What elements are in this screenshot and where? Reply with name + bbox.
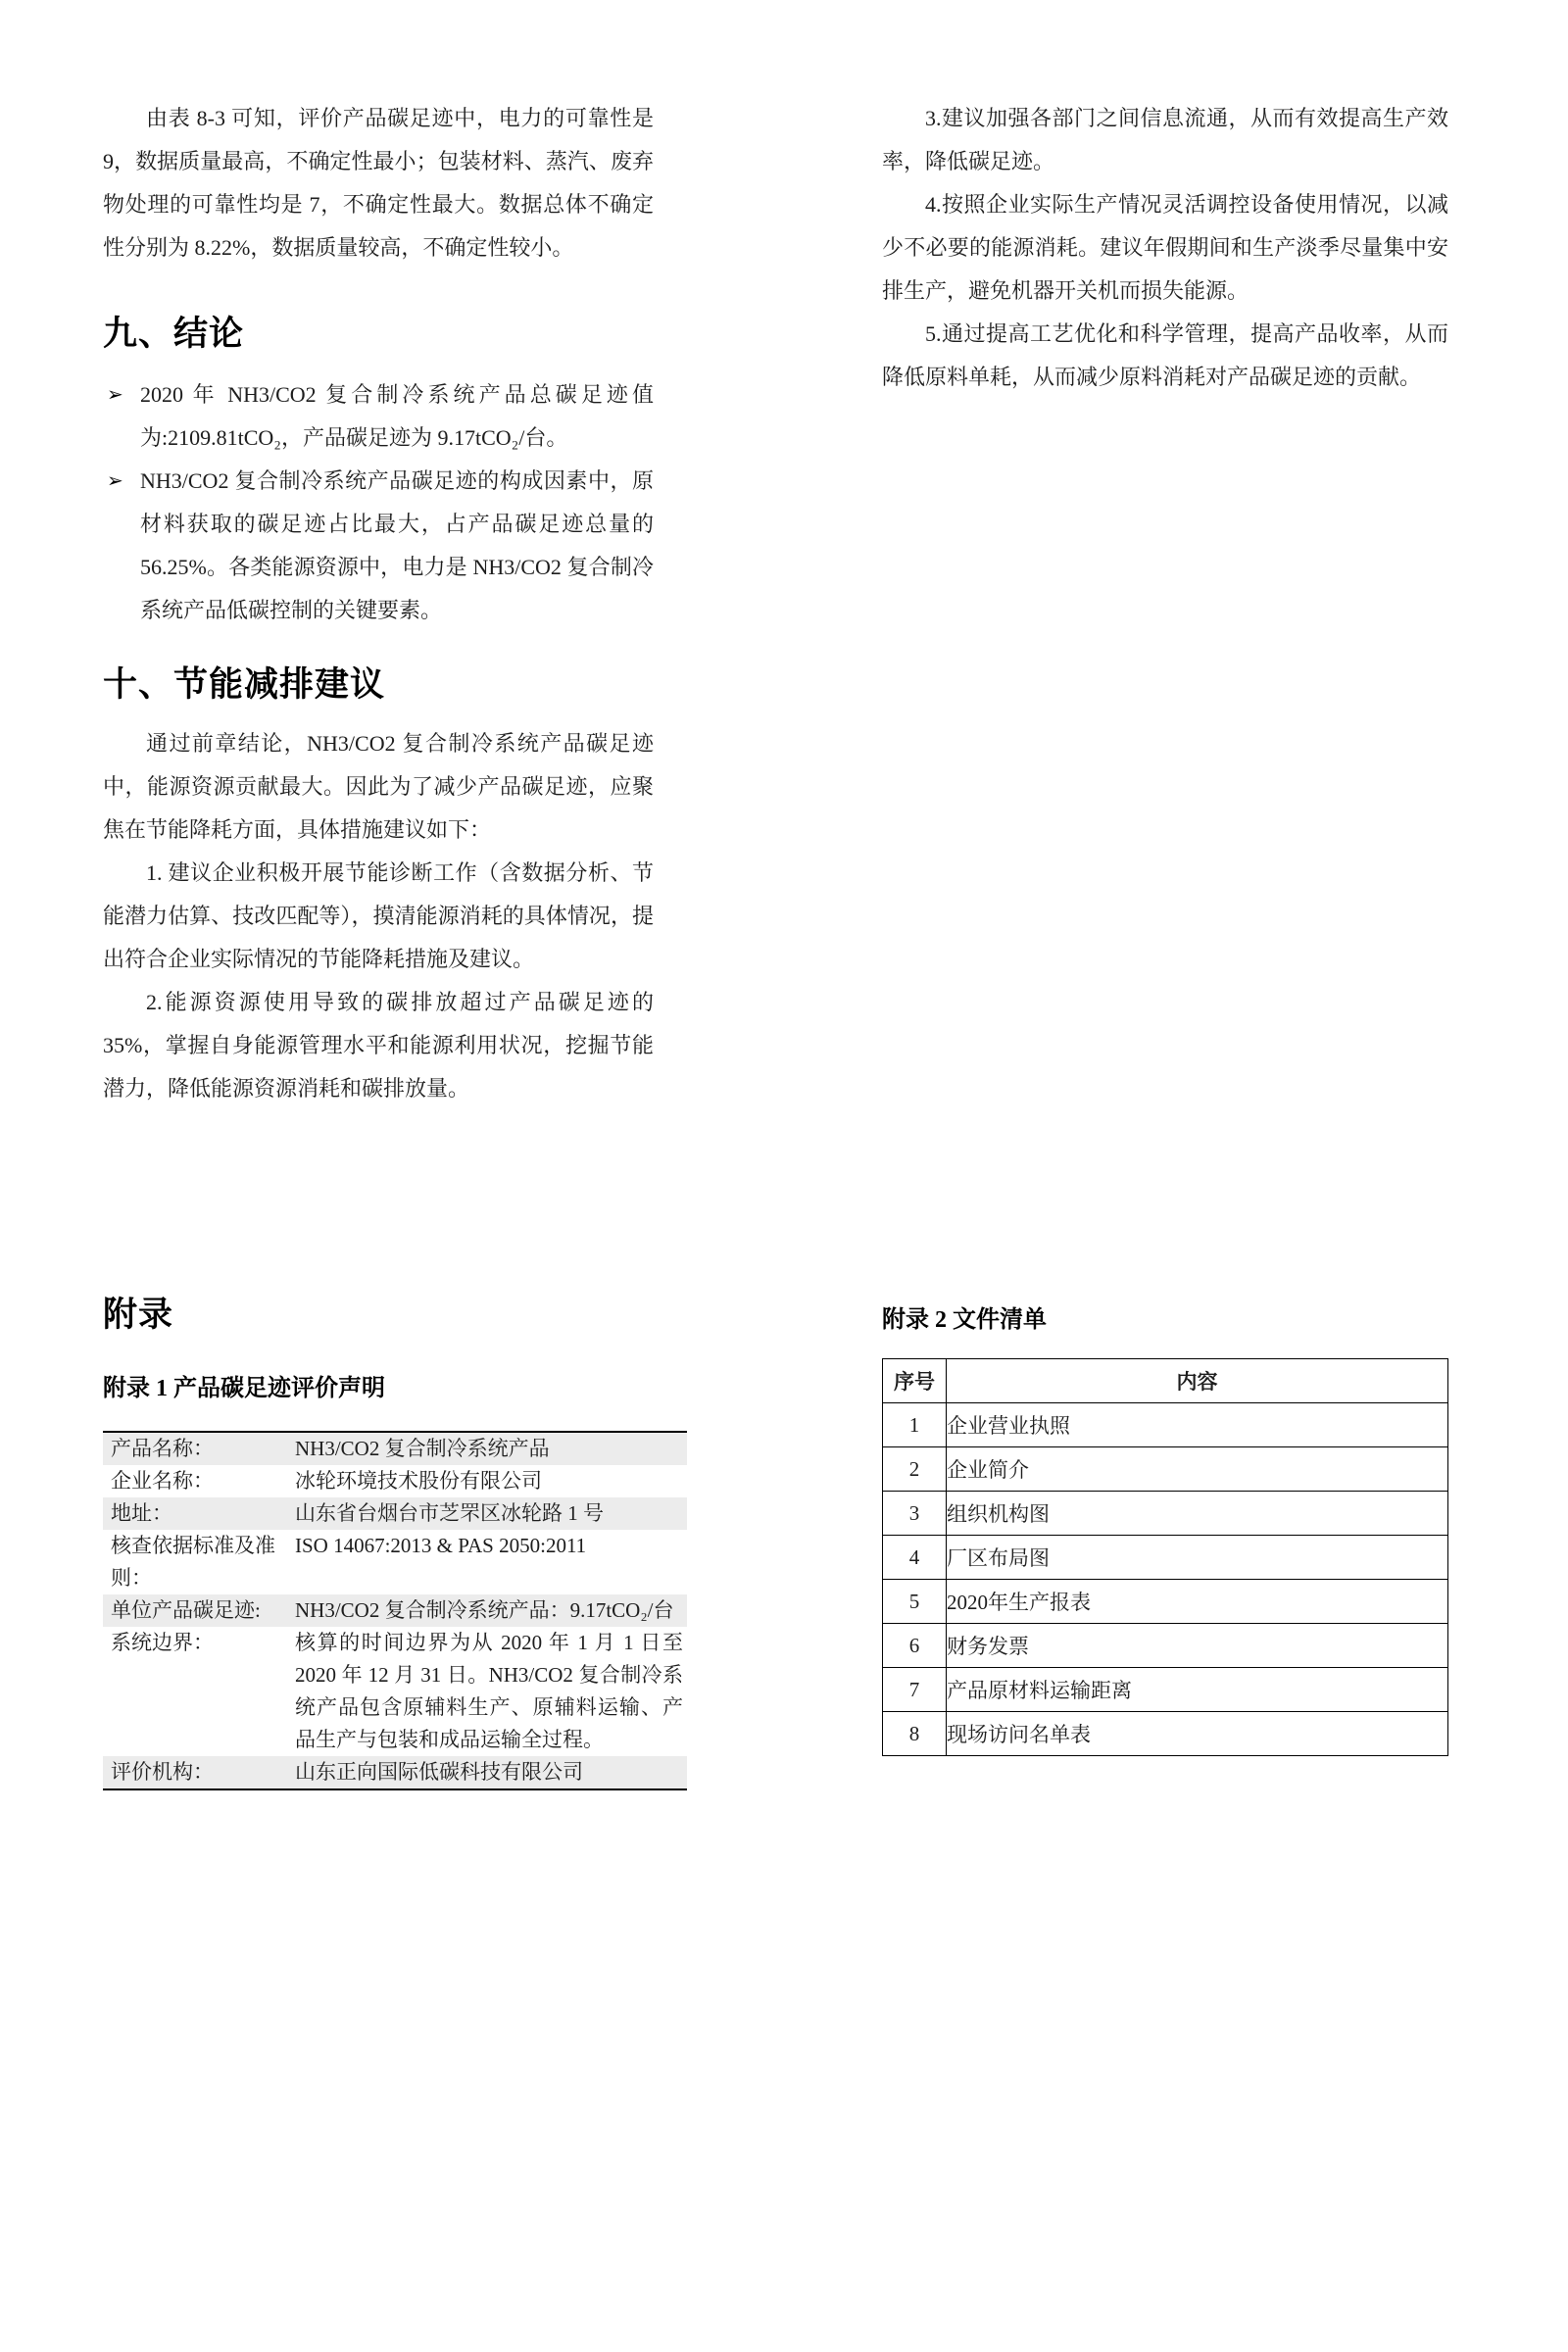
row-label: 评价机构： <box>111 1760 214 1784</box>
table-row <box>103 1497 687 1530</box>
row-label: 产品名称： <box>111 1437 214 1460</box>
conclusion-item-text: 2020 年 NH3/CO2 复合制冷系统产品总碳足迹值为:2109.81tCO₂，产品碳足迹为 9.17tCO₂/台。 <box>140 382 654 450</box>
cell-no: 8 <box>883 1712 947 1756</box>
row-value: NH3/CO2 复合制冷系统产品 <box>295 1437 550 1460</box>
table-row <box>883 1668 1448 1712</box>
appendix-1-title: 附录 1 产品碳足迹评价声明 <box>103 1376 385 1401</box>
row-label: 地址： <box>111 1501 172 1525</box>
cell-no: 4 <box>883 1536 947 1580</box>
suggestion-item-5: 5.通过提高工艺优化和科学管理，提高产品收率，从而降低原料单耗，从而减少原料消耗对产品碳足迹的贡献。 <box>882 321 1448 389</box>
table-row <box>883 1712 1448 1756</box>
column-header-content: 内容 <box>947 1359 1448 1403</box>
table-row <box>883 1580 1448 1624</box>
table-row <box>103 1627 687 1756</box>
column-header-no: 序号 <box>883 1359 947 1403</box>
cell-content: 2020年生产报表 <box>947 1580 1448 1624</box>
conclusion-item-text: NH3/CO2 复合制冷系统产品碳足迹的构成因素中，原材料获取的碳足迹占比最大，占产品碳足迹总量的 56.25%。各类能源资源中，电力是 NH3/CO2 复合制冷系统产品低碳控制的关键要素。 <box>140 468 654 622</box>
cell-no: 5 <box>883 1580 947 1624</box>
arrow-bullet-icon: ➢ <box>107 384 123 406</box>
cell-content: 企业营业执照 <box>947 1403 1448 1447</box>
appendix-1-section <box>103 1292 687 1790</box>
appendix-main-title: 附录 <box>103 1296 174 1334</box>
list-item <box>103 373 654 460</box>
suggestion-item-3: 3.建议加强各部门之间信息流通，从而有效提高生产效率，降低碳足迹。 <box>882 106 1448 173</box>
arrow-bullet-icon: ➢ <box>107 470 123 492</box>
cell-content: 组织机构图 <box>947 1492 1448 1536</box>
appendix-2-section <box>882 1303 1448 1756</box>
cell-no: 3 <box>883 1492 947 1536</box>
conclusion-list <box>103 373 654 632</box>
table-row <box>103 1465 687 1497</box>
cell-no: 6 <box>883 1624 947 1668</box>
table-row <box>883 1492 1448 1536</box>
heading-conclusion: 九、结论 <box>103 315 245 353</box>
right-column <box>882 97 1448 399</box>
table-row <box>103 1594 687 1627</box>
cell-content: 厂区布局图 <box>947 1536 1448 1580</box>
table-row <box>883 1447 1448 1492</box>
table-row <box>883 1403 1448 1447</box>
suggestion-item-1: 1. 建议企业积极开展节能诊断工作（含数据分析、节能潜力估算、技改匹配等），摸清能源消耗的具体情况，提出符合企业实际情况的节能降耗措施及建议。 <box>103 860 654 971</box>
cell-content: 企业简介 <box>947 1447 1448 1492</box>
row-value: 核算的时间边界为从 2020 年 1 月 1 日至 2020 年 12 月 31 日。NH3/CO2 复合制冷系统产品包含原辅料生产、原辅料运输、产品生产与包装和成品运输全过程。 <box>295 1631 683 1751</box>
list-item <box>103 460 654 632</box>
row-value: 山东正向国际低碳科技有限公司 <box>295 1760 583 1784</box>
heading-energy-saving: 十、节能减排建议 <box>103 665 386 704</box>
suggestion-item-4: 4.按照企业实际生产情况灵活调控设备使用情况，以减少不必要的能源消耗。建议年假期间和生产淡季尽量集中安排生产，避免机器开关机而损失能源。 <box>882 192 1448 303</box>
cell-no: 7 <box>883 1668 947 1712</box>
row-label: 企业名称： <box>111 1469 214 1493</box>
table-row <box>883 1536 1448 1580</box>
row-label: 系统边界： <box>111 1631 214 1654</box>
table-row <box>103 1433 687 1465</box>
cell-no: 1 <box>883 1403 947 1447</box>
row-label: 核查依据标准及准则： <box>111 1534 275 1590</box>
table-row <box>103 1530 687 1594</box>
file-list-table <box>882 1358 1448 1756</box>
table-row <box>883 1624 1448 1668</box>
cell-content: 产品原材料运输距离 <box>947 1668 1448 1712</box>
row-value: 冰轮环境技术股份有限公司 <box>295 1469 542 1493</box>
left-column <box>103 97 654 1110</box>
row-value: ISO 14067:2013 & PAS 2050:2011 <box>295 1534 587 1557</box>
table-header-row <box>883 1359 1448 1403</box>
cell-no: 2 <box>883 1447 947 1492</box>
suggestion-intro: 通过前章结论，NH3/CO2 复合制冷系统产品碳足迹中，能源资源贡献最大。因此为了减少产品碳足迹，应聚焦在节能降耗方面，具体措施建议如下： <box>103 731 654 842</box>
suggestion-item-2: 2.能源资源使用导致的碳排放超过产品碳足迹的 35%，掌握自身能源管理水平和能源利用状况，挖掘节能潜力，降低能源资源消耗和碳排放量。 <box>103 990 654 1101</box>
row-label: 单位产品碳足迹: <box>111 1598 261 1622</box>
row-value: 山东省台烟台市芝罘区冰轮路 1 号 <box>295 1501 604 1525</box>
paragraph-uncertainty: 由表 8-3 可知，评价产品碳足迹中，电力的可靠性是 9，数据质量最高，不确定性最小；包装材料、蒸汽、废弃物处理的可靠性均是 7，不确定性最大。数据总体不确定性分别为 8.22%，数据质量较高，不确定性较小。 <box>103 106 654 260</box>
cell-content: 财务发票 <box>947 1624 1448 1668</box>
table-row <box>103 1756 687 1788</box>
appendix-2-title: 附录 2 文件清单 <box>882 1307 1047 1333</box>
declaration-table <box>103 1431 687 1790</box>
row-value: NH3/CO2 复合制冷系统产品：9.17tCO₂/台 <box>295 1598 674 1622</box>
cell-content: 现场访问名单表 <box>947 1712 1448 1756</box>
